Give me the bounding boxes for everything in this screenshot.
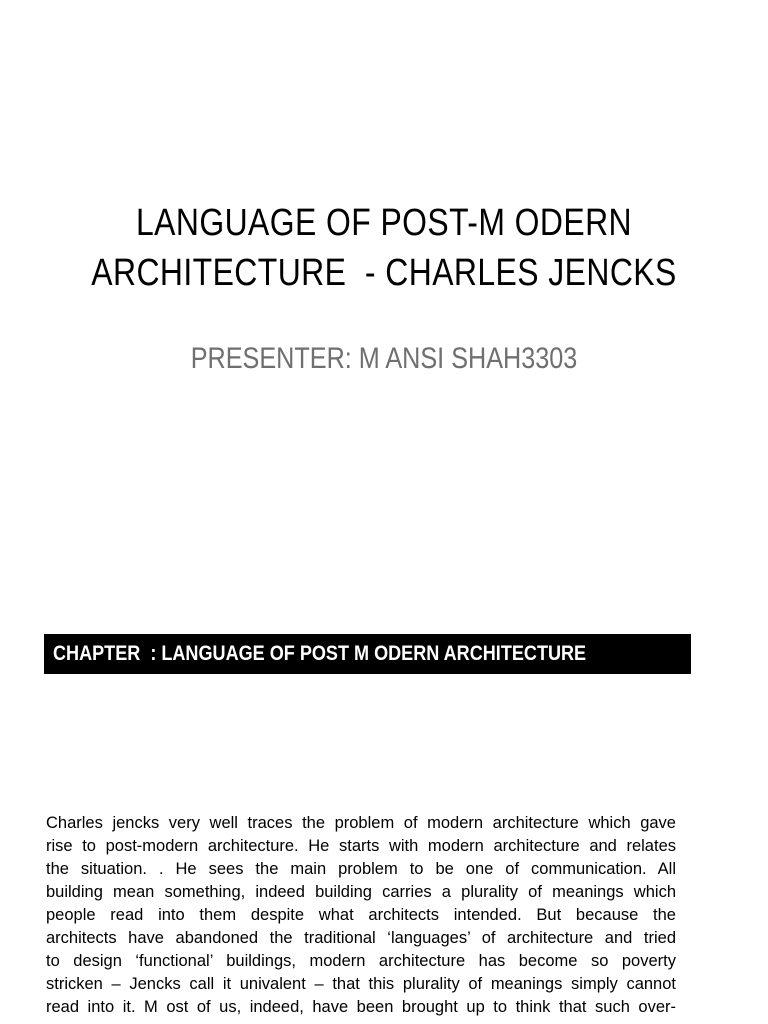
chapter-heading: CHAPTER : LANGUAGE OF POST M ODERN ARCHITECTURE bbox=[53, 642, 587, 665]
body-line: read into it. M ost of us, indeed, have been brought up to think that such over- bbox=[46, 998, 676, 1016]
presenter-line: PRESENTER: M ANSI SHAH3303 bbox=[190, 342, 578, 375]
body-paragraph bbox=[46, 812, 676, 1019]
document-title bbox=[61, 198, 706, 298]
body-line: building mean something, indeed building carries a plurality of meanings which bbox=[46, 883, 676, 901]
title-line-1: LANGUAGE OF POST-M ODERN bbox=[135, 202, 633, 244]
body-line: the situation. . He sees the main problem to be one of communication. All bbox=[46, 860, 676, 878]
body-line: stricken – Jencks call it univalent – that this plurality of meanings simply cannot bbox=[46, 975, 676, 993]
title-line-2: ARCHITECTURE - CHARLES JENCKS bbox=[91, 252, 677, 294]
body-line: architects have abandoned the traditional ‘languages’ of architecture and tried bbox=[46, 929, 676, 947]
body-line: Charles jencks very well traces the problem of modern architecture which gave bbox=[46, 814, 676, 832]
chapter-heading-bar bbox=[44, 634, 691, 674]
body-line: to design ‘functional’ buildings, modern architecture has become so poverty bbox=[46, 952, 676, 970]
body-line: people read into them despite what architects intended. But because the bbox=[46, 906, 676, 924]
body-line: rise to post-modern architecture. He starts with modern architecture and relates bbox=[46, 837, 676, 855]
